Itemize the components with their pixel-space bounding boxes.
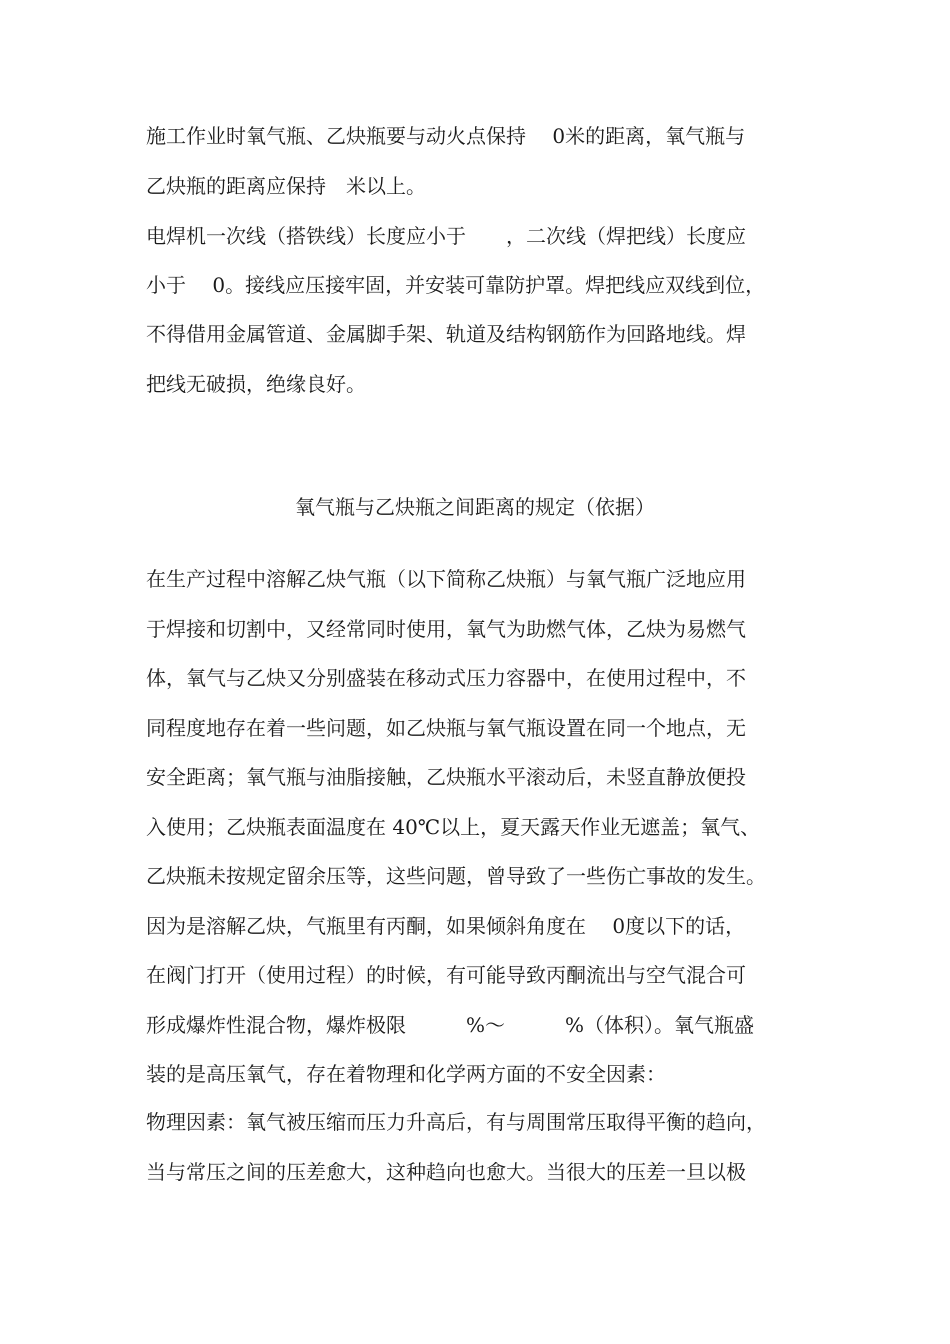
paragraph-line: 入使用；乙炔瓶表面温度在 40℃以上，夏天露天作业无遮盖；氧气、 bbox=[146, 815, 761, 839]
paragraph-line: 不得借用金属管道、金属脚手架、轨道及结构钢筋作为回路地线。焊 bbox=[146, 322, 746, 346]
paragraph-line: 小于 0。接线应压接牢固，并安装可靠防护罩。焊把线应双线到位， bbox=[146, 273, 766, 297]
paragraph-line: 在生产过程中溶解乙炔气瓶（以下简称乙炔瓶）与氧气瓶广泛地应用 bbox=[146, 567, 746, 591]
paragraph-line: 形成爆炸性混合物，爆炸极限 %～ %（体积）。氧气瓶盛 bbox=[146, 1013, 755, 1037]
paragraph-line: 电焊机一次线（搭铁线）长度应小于 ，二次线（焊把线）长度应 bbox=[146, 224, 746, 248]
paragraph-line: 装的是高压氧气，存在着物理和化学两方面的不安全因素： bbox=[146, 1062, 666, 1086]
paragraph-line: 把线无破损，绝缘良好。 bbox=[146, 372, 366, 396]
paragraph-line: 当与常压之间的压差愈大，这种趋向也愈大。当很大的压差一旦以极 bbox=[146, 1160, 746, 1184]
paragraph-line: 物理因素：氧气被压缩而压力升高后，有与周围常压取得平衡的趋向， bbox=[146, 1110, 766, 1134]
section-heading: 氧气瓶与乙炔瓶之间距离的规定（依据） bbox=[295, 495, 655, 519]
paragraph-line: 乙炔瓶的距离应保持 米以上。 bbox=[146, 174, 426, 198]
paragraph-line: 体，氧气与乙炔又分别盛装在移动式压力容器中，在使用过程中，不 bbox=[146, 666, 746, 690]
paragraph-line: 施工作业时氧气瓶、乙炔瓶要与动火点保持 0米的距离，氧气瓶与 bbox=[146, 124, 746, 148]
paragraph-line: 在阀门打开（使用过程）的时候，有可能导致丙酮流出与空气混合可 bbox=[146, 963, 746, 987]
paragraph-line: 于焊接和切割中，又经常同时使用，氧气为助燃气体，乙炔为易燃气 bbox=[146, 617, 746, 641]
paragraph-line: 因为是溶解乙炔，气瓶里有丙酮，如果倾斜角度在 0度以下的话， bbox=[146, 914, 746, 938]
paragraph-line: 乙炔瓶未按规定留余压等，这些问题，曾导致了一些伤亡事故的发生。 bbox=[146, 864, 766, 888]
paragraph-line: 同程度地存在着一些问题，如乙炔瓶与氧气瓶设置在同一个地点，无 bbox=[146, 716, 746, 740]
paragraph-line: 安全距离；氧气瓶与油脂接触，乙炔瓶水平滚动后，未竖直静放便投 bbox=[146, 765, 746, 789]
